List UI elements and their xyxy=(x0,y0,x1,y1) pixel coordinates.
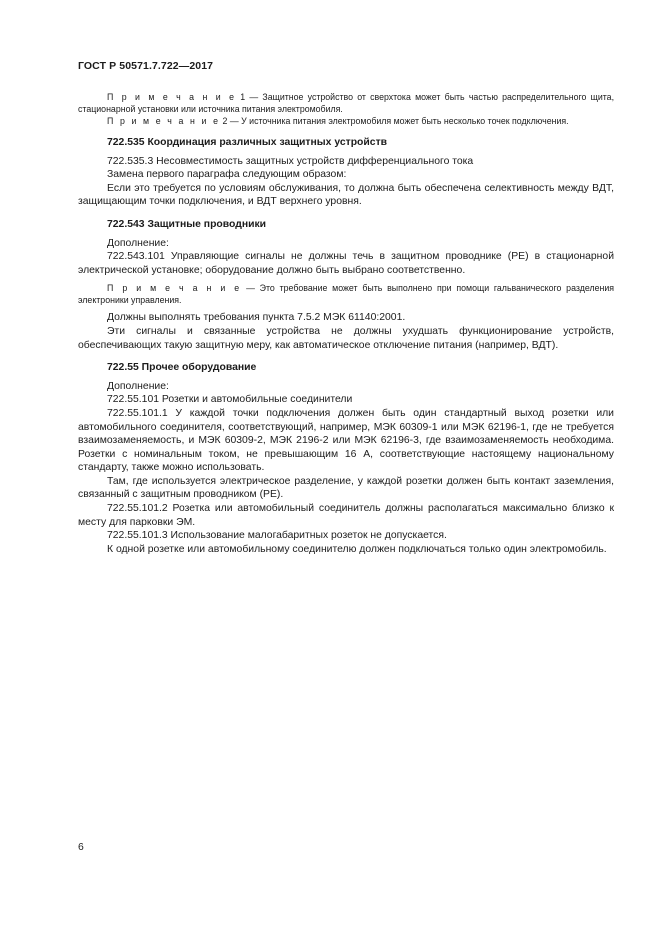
paragraph: Должны выполнять требования пункта 7.5.2 МЭК 61140:2001. xyxy=(107,312,406,324)
paragraph: 722.55.101.3 Использование малогабаритных розеток не допускается. xyxy=(107,530,447,542)
page-number: 6 xyxy=(78,842,84,853)
paragraph: Там, где используется электрическое разделение, у каждой розетки должен быть контакт заземления, связанный с защитным проводником (PE). xyxy=(78,475,614,501)
note-2 xyxy=(78,115,614,127)
note-label: П р и м е ч а н и е xyxy=(107,116,221,126)
document-id-header: ГОСТ Р 50571.7.722—2017 xyxy=(78,60,214,72)
paragraph: 722.543.101 Управляющие сигналы не должны течь в защитном проводнике (PE) в стационарной электрической установке; оборудование должно быть выбрано соответственно. xyxy=(78,251,614,276)
paragraph: 722.55.101.2 Розетка или автомобильный соединитель должны располагаться максимально близко к месту для парковки ЭМ. xyxy=(78,503,614,528)
paragraph: 722.535.3 Несовместимость защитных устройств дифференциального тока xyxy=(107,155,474,167)
note-text: — Это требование может быть выполнено при помощи гальванического разделения электроники управления. xyxy=(78,283,615,306)
note-1 xyxy=(78,91,614,115)
paragraph: Эти сигналы и связанные устройства не должны ухудшать функционирование устройств, обеспечивающих такую защитную меру, как автоматическое отключение питания (например, ВДТ). xyxy=(78,325,614,351)
paragraph: Если это требуется по условиям обслуживания, то должна быть обеспечена селективность между ВДТ, защищающим точки подключения, и ВДТ верхнего уровня. xyxy=(78,182,614,208)
note-text: 1 — Защитное устройство от сверхтока может быть частью распределительного щита, стационарной установки или источника питания электромобиля. xyxy=(78,92,615,114)
paragraph: Замена первого параграфа следующим образом: xyxy=(107,169,347,181)
paragraph: Дополнение: xyxy=(107,237,169,249)
note-text: 2 — У источника питания электромобиля может быть несколько точек подключения. xyxy=(220,116,569,126)
section-heading-722-55: 722.55 Прочее оборудование xyxy=(107,362,257,374)
section-heading-722-535: 722.535 Координация различных защитных устройств xyxy=(107,137,388,148)
paragraph: 722.55.101.1 У каждой точки подключения должен быть один стандартный выход розетки или автомобильного соединителя, соответствующий, например, МЭК 60309-1 или МЭК 62196-1, где не требуется взаимозаменяемость, и МЭК 60309-2, МЭК 2196-2 или МЭК 62196-3, где взаимозаменяемость необходима. Розетки с номинальным током, не превышающим 16 А, соответствующие настоящему национальному стандарту, также можно использовать. xyxy=(78,407,614,474)
note-label: П р и м е ч а н и е xyxy=(107,92,237,102)
paragraph: 722.55.101 Розетки и автомобильные соединители xyxy=(107,394,353,406)
note-label: П р и м е ч а н и е xyxy=(107,283,242,294)
paragraph: Дополнение: xyxy=(107,380,169,392)
paragraph: К одной розетке или автомобильному соединителю должен подключаться только один электромобиль. xyxy=(107,543,607,555)
document-body xyxy=(78,91,614,556)
section-heading-722-543: 722.543 Защитные проводники xyxy=(107,218,267,230)
note-3 xyxy=(78,282,614,306)
